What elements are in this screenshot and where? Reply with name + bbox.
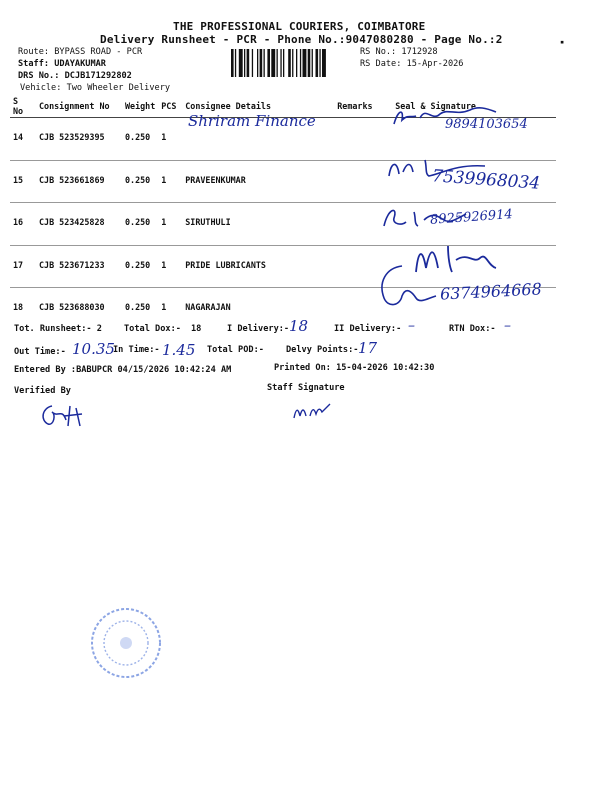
rs-number: RS No.: 1712928 bbox=[360, 47, 438, 57]
drs-number: DCJB171292802 bbox=[64, 71, 132, 81]
staff-signature-label: Staff Signature bbox=[267, 383, 345, 393]
rtn-dox-label: RTN Dox:- bbox=[449, 324, 496, 334]
col-remarks: Remarks bbox=[334, 95, 392, 118]
i-delivery-value: 18 bbox=[289, 317, 309, 335]
in-time-label: In Time:- bbox=[113, 345, 160, 355]
cell-weight: 0.250 bbox=[122, 245, 158, 288]
verified-signature bbox=[38, 400, 86, 430]
staff-name: UDAYAKUMAR bbox=[54, 59, 106, 69]
cell-consignment: CJB 523671233 bbox=[36, 245, 122, 288]
ii-delivery-label: II Delivery:- bbox=[334, 324, 402, 334]
cell-sno: 17 bbox=[10, 245, 36, 288]
barcode bbox=[231, 49, 355, 77]
vehicle-label: Vehicle: Two Wheeler Delivery bbox=[20, 83, 171, 93]
cell-weight: 0.250 bbox=[122, 118, 158, 161]
col-sno: S No bbox=[10, 95, 36, 118]
drs-row bbox=[18, 71, 132, 81]
cell-pcs: 1 bbox=[158, 160, 182, 203]
runsheet-subtitle: Delivery Runsheet - PCR - Phone No.:9047080280 - Page No.:2 bbox=[100, 33, 503, 46]
cell-weight: 0.250 bbox=[122, 203, 158, 246]
cell-pcs: 1 bbox=[161, 302, 167, 312]
out-time-label: Out Time:- bbox=[14, 347, 66, 357]
handwritten-consignee: Shriram Finance bbox=[188, 112, 316, 130]
cell-consignment: CJB 523661869 bbox=[36, 160, 122, 203]
corner-mark: ▪ bbox=[560, 38, 565, 46]
handwritten-phone: 6374964668 bbox=[439, 279, 543, 304]
cell-consignee: SIRUTHULI bbox=[182, 203, 334, 246]
drs-label: DRS No.: bbox=[18, 71, 60, 81]
company-title: THE PROFESSIONAL COURIERS, COIMBATORE bbox=[173, 20, 426, 33]
verified-by-label: Verified By bbox=[14, 386, 71, 396]
staff-signature bbox=[290, 400, 334, 422]
col-consignment: Consignment No bbox=[36, 95, 122, 118]
cell-consignee: NAGARAJAN bbox=[185, 302, 231, 312]
cell-weight: 0.250 bbox=[122, 160, 158, 203]
total-pod-label: Total POD:- bbox=[207, 345, 264, 355]
cell-consignment: CJB 523529395 bbox=[36, 118, 122, 161]
rs-date: RS Date: 15-Apr-2026 bbox=[360, 59, 464, 69]
tot-runsheet: Tot. Runsheet:- 2 bbox=[14, 324, 102, 334]
col-consignee: Consignee Details bbox=[182, 95, 334, 118]
staff-label: Staff: bbox=[18, 59, 50, 69]
col-seal-signature: Seal & Signature bbox=[392, 95, 556, 118]
cell-remarks bbox=[334, 118, 392, 161]
cell-weight: 0.250 bbox=[125, 302, 151, 312]
printed-on: Printed On: 15-04-2026 10:42:30 bbox=[274, 363, 435, 373]
out-time-value: 10.35 bbox=[72, 340, 115, 358]
cell-sno: 16 bbox=[10, 203, 36, 246]
delvy-points-label: Delvy Points:- bbox=[286, 345, 359, 355]
handwritten-phone: 7539968034 bbox=[431, 166, 541, 194]
cell-remarks bbox=[334, 160, 392, 203]
cell-consignment: CJB 523688030 bbox=[39, 302, 105, 312]
cell-consignee: PRIDE LUBRICANTS bbox=[182, 245, 334, 288]
i-delivery-label: I Delivery:- bbox=[227, 324, 290, 334]
delvy-points-value: 17 bbox=[358, 339, 378, 357]
in-time-value: 1.45 bbox=[162, 341, 196, 359]
route-label: Route: BYPASS ROAD - PCR bbox=[18, 47, 143, 57]
col-weight: Weight bbox=[122, 95, 158, 118]
cell-consignee: PRAVEENKUMAR bbox=[182, 160, 334, 203]
cell-pcs: 1 bbox=[158, 245, 182, 288]
cell-consignment: CJB 523425828 bbox=[36, 203, 122, 246]
rtn-dox-value: – bbox=[504, 318, 511, 334]
cell-pcs: 1 bbox=[158, 118, 182, 161]
office-stamp bbox=[88, 605, 164, 681]
entered-by: Entered By :BABUPCR 04/15/2026 10:42:24 AM bbox=[14, 365, 232, 375]
total-dox-value: 18 bbox=[191, 324, 202, 334]
cell-sno: 15 bbox=[10, 160, 36, 203]
staff-row bbox=[18, 59, 106, 69]
handwritten-phone: 8925926914 bbox=[429, 207, 514, 228]
cell-pcs: 1 bbox=[158, 203, 182, 246]
col-pcs: PCS bbox=[158, 95, 182, 118]
handwritten-phone: 9894103654 bbox=[445, 117, 528, 132]
ii-delivery-value: – bbox=[408, 318, 415, 334]
cell-sno: 14 bbox=[10, 118, 36, 161]
handwritten-signature bbox=[372, 262, 442, 312]
cell-sno: 18 bbox=[13, 302, 24, 312]
total-dox-label: Total Dox:- bbox=[124, 324, 181, 334]
